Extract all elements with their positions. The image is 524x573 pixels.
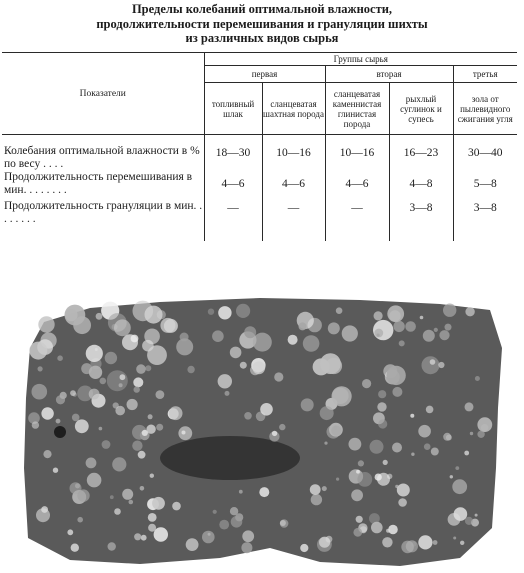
granule	[56, 419, 61, 424]
granule	[424, 443, 431, 450]
granule	[475, 376, 480, 381]
granule	[382, 537, 392, 547]
granule	[453, 537, 456, 540]
data-table	[2, 52, 517, 241]
granule	[351, 489, 363, 501]
granule	[377, 334, 380, 337]
granule	[86, 458, 97, 469]
granule	[301, 398, 314, 411]
granule	[202, 531, 215, 544]
granule	[362, 379, 371, 388]
granule	[392, 443, 402, 453]
granule	[148, 414, 153, 419]
granule	[446, 435, 452, 441]
granule	[324, 442, 327, 445]
granule	[336, 307, 343, 314]
granule	[187, 366, 194, 373]
granule	[219, 520, 229, 530]
granule	[371, 522, 383, 534]
granule	[439, 330, 449, 340]
granule	[178, 426, 192, 440]
granule	[77, 517, 83, 523]
row-label: Продолжительность перемешивания в мин. . . . . . . .	[4, 171, 193, 196]
granule	[438, 362, 444, 368]
granule	[107, 370, 128, 391]
granule	[213, 510, 217, 514]
granule	[392, 387, 402, 397]
granule	[89, 389, 100, 400]
subcolumn-header: топливный шлак	[204, 83, 262, 135]
granule	[244, 412, 252, 420]
granule	[127, 399, 138, 410]
granule	[465, 402, 474, 411]
granule	[133, 377, 143, 387]
granule-mass-photo	[20, 288, 504, 570]
granule	[342, 325, 358, 341]
granule	[114, 319, 131, 336]
granule	[331, 426, 341, 436]
granule	[377, 402, 386, 411]
granule	[357, 472, 372, 487]
granule	[336, 478, 339, 481]
granule	[152, 497, 165, 510]
granule	[299, 322, 307, 330]
granule	[260, 403, 273, 416]
granule	[356, 470, 360, 474]
granule	[136, 364, 146, 374]
granule	[38, 366, 43, 371]
granule	[279, 424, 285, 430]
table-cell: 3—8	[453, 197, 517, 241]
granule	[148, 524, 156, 532]
granule	[387, 305, 404, 322]
granule	[410, 414, 414, 418]
granule	[212, 330, 224, 342]
granule	[378, 390, 386, 398]
subcolumn-header: рыхлый суглинок и супесь	[389, 83, 453, 135]
table-row	[2, 170, 517, 197]
granule	[100, 378, 107, 385]
table-cell: —	[204, 197, 262, 241]
granule	[418, 425, 431, 438]
document-title	[0, 2, 524, 46]
granule	[259, 487, 269, 497]
table-cell: 4—8	[389, 170, 453, 197]
granule	[218, 374, 232, 388]
granule	[349, 438, 362, 451]
subcolumn-header: сланцеватая шахтная порода	[262, 83, 325, 135]
granule	[377, 473, 390, 486]
granule	[401, 541, 414, 554]
granule	[112, 457, 126, 471]
group-first: первая	[204, 66, 325, 83]
granule	[38, 316, 54, 332]
granule	[65, 305, 86, 326]
table-row	[2, 197, 517, 241]
table-row	[2, 135, 517, 171]
granule	[319, 537, 330, 548]
granule	[253, 333, 272, 352]
granule	[386, 529, 390, 533]
table-cell: 4—6	[325, 170, 389, 197]
granule	[386, 366, 405, 385]
granule	[32, 384, 48, 400]
granule	[311, 494, 322, 505]
granule	[452, 479, 467, 494]
granule	[41, 506, 48, 513]
granule	[43, 450, 51, 458]
granule	[430, 359, 436, 365]
granule	[272, 431, 277, 436]
granule	[156, 424, 163, 431]
title-line-3: из различных видов сырья	[185, 31, 339, 45]
granule	[53, 468, 58, 473]
title-line-2: продолжительности перемешивания и грануляции шихты	[96, 16, 428, 31]
granule	[230, 347, 242, 359]
granule	[145, 306, 163, 324]
granule	[358, 460, 364, 466]
table-cell: 30—40	[453, 135, 517, 171]
granule	[288, 335, 298, 345]
granule	[218, 306, 231, 319]
granule	[154, 527, 168, 541]
granule	[454, 507, 468, 521]
title-line-1: Пределы колебаний оптимальной влажности,	[131, 2, 393, 16]
granule	[138, 451, 146, 459]
granule	[244, 326, 256, 338]
granule	[481, 424, 489, 432]
granule	[422, 356, 440, 374]
granule	[378, 419, 387, 428]
granule	[240, 362, 247, 369]
granule	[465, 307, 474, 316]
granule	[420, 316, 424, 320]
granule	[70, 390, 76, 396]
granule	[57, 355, 63, 361]
granule	[477, 431, 484, 438]
granule	[208, 309, 214, 315]
granule	[242, 530, 254, 542]
granule	[431, 448, 439, 456]
granule	[398, 498, 407, 507]
granule	[280, 520, 286, 526]
granule	[353, 528, 362, 537]
granule	[131, 335, 139, 343]
granule	[142, 430, 148, 436]
granule	[475, 514, 478, 517]
table-cell: 10—16	[262, 135, 325, 171]
granule	[145, 365, 151, 371]
granule	[303, 335, 320, 352]
groups-header: Группы сырья	[204, 53, 517, 66]
granule	[374, 311, 383, 320]
granule	[235, 513, 243, 521]
granule	[147, 345, 167, 365]
granule	[156, 390, 165, 399]
group-second: вторая	[325, 66, 453, 83]
granule	[423, 330, 435, 342]
table-cell: 10—16	[325, 135, 389, 171]
granule	[141, 535, 147, 541]
granule	[383, 460, 388, 465]
table-cell: 18—30	[204, 135, 262, 171]
granule	[356, 516, 363, 523]
granule	[110, 495, 114, 499]
granule	[160, 318, 175, 333]
granule	[132, 441, 142, 451]
dark-cavity	[160, 436, 300, 480]
granule	[180, 333, 189, 342]
granule	[434, 328, 438, 332]
granule	[96, 313, 103, 320]
granule	[443, 304, 456, 317]
table-cell: —	[325, 197, 389, 241]
granule	[102, 440, 111, 449]
granule	[87, 473, 102, 488]
granule	[119, 383, 123, 387]
granule	[67, 529, 73, 535]
granule	[120, 374, 126, 380]
granule	[105, 352, 117, 364]
granule	[252, 361, 265, 374]
table-cell: —	[262, 197, 325, 241]
group-third: третья	[453, 66, 517, 83]
granule	[56, 395, 65, 404]
granule	[169, 406, 183, 420]
granule	[322, 486, 327, 491]
granule	[122, 489, 133, 500]
granule	[465, 517, 473, 525]
granule	[405, 321, 416, 332]
granule	[186, 538, 199, 551]
granule	[89, 366, 102, 379]
granule	[75, 419, 89, 433]
granule	[71, 544, 79, 552]
granule	[150, 474, 154, 478]
granule	[433, 540, 438, 545]
granule	[225, 391, 230, 396]
table-cell: 3—8	[389, 197, 453, 241]
granule	[470, 432, 473, 435]
granule	[418, 535, 432, 549]
table-cell: 4—6	[262, 170, 325, 197]
subcolumn-header: зола от пылевидного сжигания угля	[453, 83, 517, 135]
granule	[328, 322, 340, 334]
granule	[172, 502, 181, 511]
granule	[426, 406, 434, 414]
granule	[310, 484, 321, 495]
granule	[148, 513, 157, 522]
granule	[464, 451, 469, 456]
granule	[29, 342, 47, 360]
granule	[144, 329, 160, 345]
row-label: Колебания оптимальной влажности в % по весу . . . .	[4, 145, 200, 170]
granule	[129, 500, 134, 505]
granule	[140, 486, 145, 491]
granule	[113, 402, 119, 408]
granule	[300, 544, 308, 552]
granule	[77, 489, 89, 501]
granule	[72, 414, 80, 422]
granule	[208, 533, 211, 536]
table-cell: 4—6	[204, 170, 262, 197]
granule	[397, 484, 410, 497]
granule	[239, 490, 243, 494]
granule	[320, 353, 341, 374]
granule	[450, 475, 453, 478]
granule	[86, 345, 103, 362]
granule	[445, 324, 452, 331]
granule	[236, 304, 250, 318]
indicator-header: Показатели	[2, 53, 204, 135]
granule	[99, 427, 103, 431]
granule	[455, 466, 459, 470]
granule	[41, 407, 53, 419]
granule	[134, 386, 140, 392]
granule	[241, 542, 252, 553]
granule	[411, 453, 414, 456]
granule	[395, 485, 398, 488]
granule	[393, 321, 404, 332]
granule	[370, 440, 384, 454]
granule	[320, 406, 334, 420]
granule	[114, 508, 121, 515]
dark-spot	[54, 426, 66, 438]
granule	[32, 421, 39, 428]
table-cell: 16—23	[389, 135, 453, 171]
granule	[108, 542, 116, 550]
granule	[274, 372, 283, 381]
granule	[460, 541, 464, 545]
row-label: Продолжительность грануляции в мин. . . . . . . .	[4, 200, 203, 225]
granule	[332, 386, 352, 406]
granule	[134, 533, 141, 540]
table-cell: 5—8	[453, 170, 517, 197]
granule	[399, 340, 405, 346]
subcolumn-header: сланцеватая каменнистая глинистая порода	[325, 83, 389, 135]
